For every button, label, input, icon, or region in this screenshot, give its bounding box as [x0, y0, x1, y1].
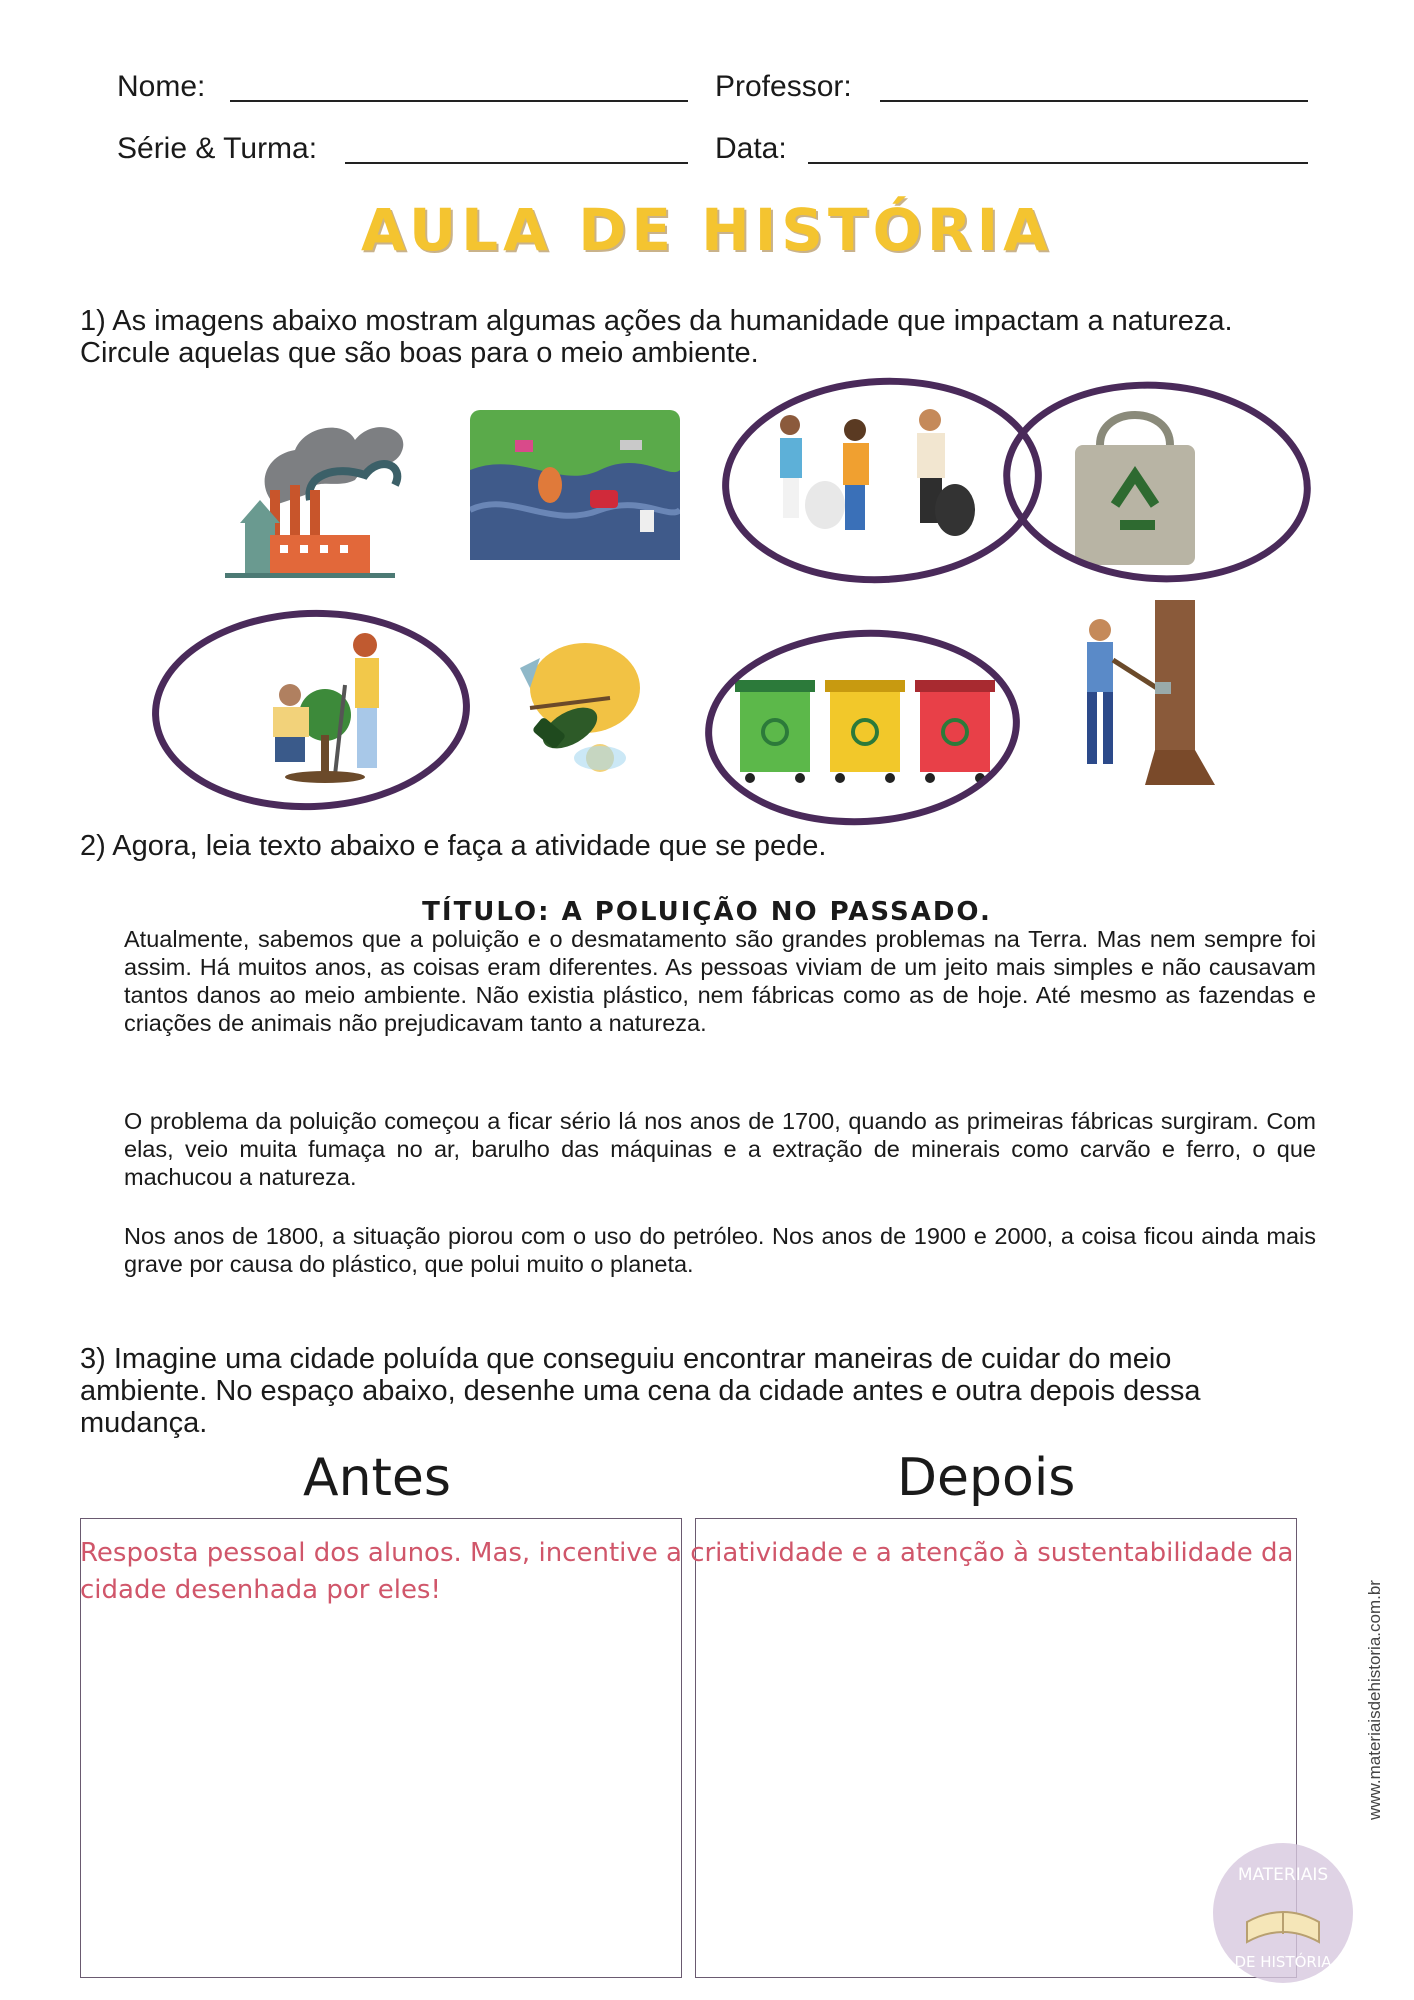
q1-line1: 1) As imagens abaixo mostram algumas ações da humanidade que impactam a natureza.	[80, 305, 1233, 337]
answer-note: Resposta pessoal dos alunos. Mas, incentive a criatividade e a atenção à sustentabilidade da cidade desenhada por eles!	[80, 1538, 1294, 1605]
before-label: Antes	[303, 1448, 452, 1508]
q2-prompt: 2) Agora, leia texto abaixo e faça a atividade que se pede.	[80, 830, 827, 862]
materiais-de-historia-logo	[1212, 1842, 1354, 1984]
professor-line[interactable]	[880, 100, 1308, 102]
text-paragraph-3: Nos anos de 1800, a situação piorou com o uso do petróleo. Nos anos de 1900 e 2000, a coisa ficou ainda mais grave por causa do plástico, que polui muito o planeta.	[124, 1223, 1316, 1277]
website-watermark: www.materiaisdehistoria.com.br	[1365, 1580, 1384, 1820]
q3-line1: 3) Imagine uma cidade poluída que conseguiu encontrar maneiras de cuidar do meio	[80, 1343, 1172, 1375]
q1-line2: Circule aquelas que são boas para o meio ambiente.	[80, 337, 759, 369]
data-label: Data:	[715, 132, 787, 165]
circle-mark-recycling	[700, 622, 1025, 833]
text-paragraph-2: O problema da poluição começou a ficar sério lá nos anos de 1700, quando as primeiras fábricas surgiram. Com elas, veio muita fumaça no ar, barulho das máquinas e a extração de minerais como carvão e ferro, o que machucou a natureza.	[124, 1108, 1316, 1190]
polluted-river-image	[470, 410, 680, 560]
circle-mark-bag	[996, 372, 1317, 593]
q3-line2: ambiente. No espaço abaixo, desenhe uma cena da cidade antes e outra depois dessa	[80, 1375, 1201, 1407]
q3-line3: mudança.	[80, 1407, 208, 1439]
text-paragraph-1: Atualmente, sabemos que a poluição e o desmatamento são grandes problemas na Terra. Mas nem sempre foi assim. Há muitos anos, as coisas eram diferentes. As pessoas viviam de um jeito mais simples e não causavam tantos danos ao meio ambiente. Não existia plástico, nem fábricas como as de hoje. Até mesmo as fazendas e criações de animais não prejudicavam tanto a natureza.	[124, 926, 1316, 1036]
after-label: Depois	[897, 1448, 1076, 1508]
tree-cutting-image	[1055, 600, 1230, 785]
trash-pile-image	[500, 628, 660, 778]
serie-turma-label: Série & Turma:	[117, 132, 318, 165]
professor-label: Professor:	[715, 70, 852, 103]
svg-text:MATERIAIS: MATERIAIS	[1237, 1865, 1329, 1885]
page-title: AULA DE HISTÓRIA	[360, 196, 1054, 264]
circle-mark-planting	[149, 605, 474, 816]
svg-text:DE HISTÓRIA: DE HISTÓRIA	[1234, 1953, 1332, 1971]
data-line[interactable]	[808, 162, 1308, 164]
nome-line[interactable]	[230, 100, 688, 102]
nome-label: Nome:	[117, 70, 206, 103]
serie-turma-line[interactable]	[345, 162, 688, 164]
text-title: TÍTULO: A POLUIÇÃO NO PASSADO.	[422, 897, 992, 927]
factory-smoke-image	[215, 395, 405, 580]
